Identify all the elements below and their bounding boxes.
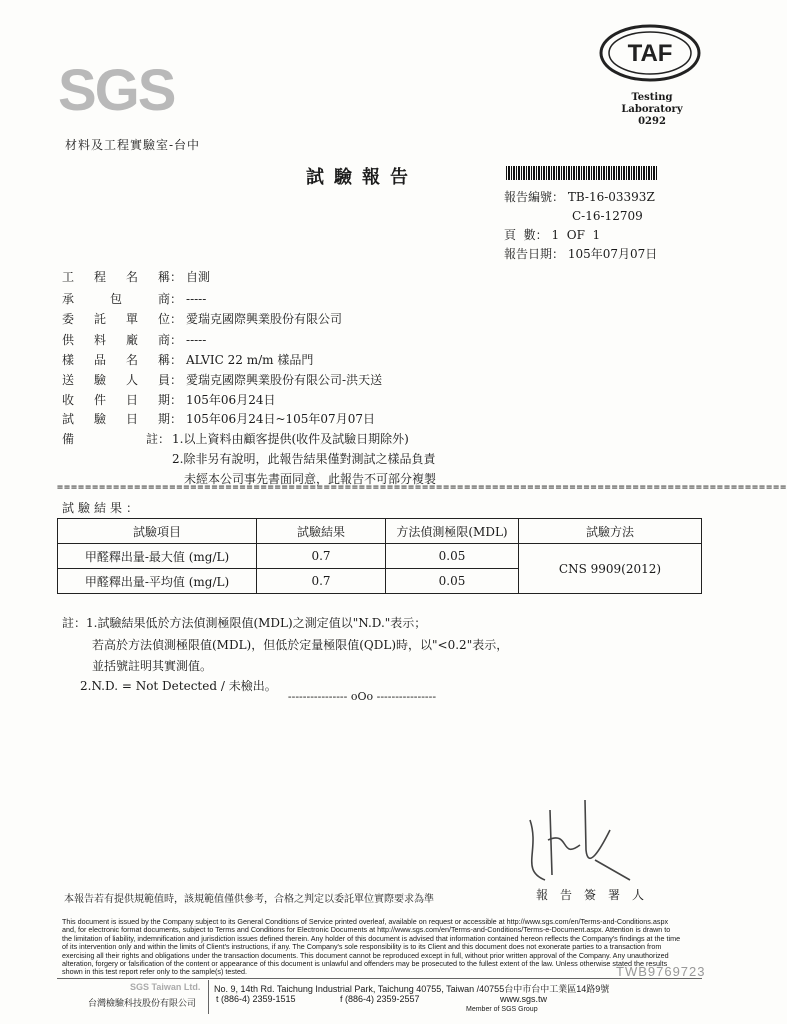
legal-line: the limitation of liability, indemnification and jurisdiction issues defined therein. Any holder of this document is advised that information contained hereon reflects the Company's findings at the time <box>62 933 681 943</box>
info-value: ----- <box>186 292 207 306</box>
accreditation-caption <box>600 92 704 128</box>
separator-double-dash: ======================================================================================================== <box>57 482 787 493</box>
info-label: 收件日期 <box>62 393 170 407</box>
company-name-zh: 台灣檢驗科技股份有限公司 <box>88 998 197 1008</box>
table-header: 方法偵測極限(MDL) <box>386 519 519 544</box>
table-header-row <box>58 519 702 544</box>
info-label: 承包商 <box>62 292 170 306</box>
info-label: 供料廠商 <box>62 333 170 347</box>
legal-line: and, for electronic format documents, subject to Terms and Conditions for Electronic Documents at http://www.sgs.com/en/Terms-and-Conditions/Terms-e-Document.aspx. Attention is drawn to <box>62 925 671 935</box>
report-number: TB-16-03393Z <box>567 190 655 204</box>
info-row-received: 收件日期： 105年06月24日 <box>62 393 276 407</box>
footer-divider <box>57 978 702 979</box>
info-label: 樣品名稱 <box>62 353 170 367</box>
table-row <box>58 544 702 569</box>
results-table <box>57 518 702 594</box>
info-value: 愛瑞克國際興業股份有限公司 <box>186 312 343 326</box>
remark-line-1: 1.以上資料由顧客提供(收件及試驗日期除外) <box>172 432 409 446</box>
footer-vertical-divider <box>208 980 209 1014</box>
member-of-sgs: Member of SGS Group <box>466 1006 538 1013</box>
signature-label: 報告簽署人 <box>536 888 657 902</box>
info-label: 送驗人員 <box>62 373 170 387</box>
barcode <box>506 166 658 180</box>
table-cell-item: 甲醛釋出量-平均值 (mg/L) <box>58 569 257 594</box>
bottom-disclaimer: 本報告若有提供規範值時，該規範值僅供參考，合格之判定以委託單位實際要求為準 <box>64 894 434 905</box>
info-value: 自測 <box>186 270 211 284</box>
report-date-row <box>504 245 657 264</box>
info-value: ALVIC 22 m/m 樣品門 <box>186 353 314 367</box>
report-number-row <box>504 188 655 207</box>
taf-logo-text: TAF <box>627 40 673 67</box>
document-title: 試驗報告 <box>306 167 418 188</box>
report-number-2: C-16-12709 <box>572 209 643 223</box>
company-tel: t (886-4) 2359-1515 <box>216 994 296 1004</box>
footnote-1-cont2: 並括號註明其實測值。 <box>92 659 213 673</box>
legal-disclaimer <box>62 918 702 977</box>
info-row-client: 委託單位： 愛瑞克國際興業股份有限公司 <box>62 312 343 326</box>
info-row-supplier: 供料廠商： ----- <box>62 333 207 347</box>
info-label: 工程名稱 <box>62 270 170 284</box>
lab-name: 材料及工程實驗室-台中 <box>65 138 201 152</box>
legal-line: This document is issued by the Company subject to its General Conditions of Service printed overleaf, available on request or accessible at http://www.sgs.com/en/Terms-and-Conditions.aspx <box>62 917 669 926</box>
info-row-test-date: 試驗日期： 105年06月24日~105年07月07日 <box>62 412 375 426</box>
sgs-logo: SGS <box>58 58 175 123</box>
footnote-1: 註：1.試驗結果低於方法偵測極限值(MDL)之測定值以"N.D."表示； <box>62 616 427 630</box>
info-row-submitter: 送驗人員： 愛瑞克國際興業股份有限公司-洪天送 <box>62 373 383 387</box>
company-website: www.sgs.tw <box>500 994 548 1004</box>
info-value: ----- <box>186 333 207 347</box>
table-cell-result: 0.7 <box>257 569 386 594</box>
info-value: 105年06月24日~105年07月07日 <box>186 412 375 426</box>
end-mark: ---------------- oOo ---------------- <box>287 690 437 703</box>
remark-line-2: 2.除非另有說明，此報告結果僅對測試之樣品負責 <box>172 452 436 466</box>
legal-line: of its intervention only and within the limits of Client's instructions, if any. The Company's sole responsibility is to its Client and this document does not exonerate parties to a transaction from <box>62 942 662 952</box>
company-name-en: SGS Taiwan Ltd. <box>130 982 201 992</box>
info-row-contractor: 承包商： ----- <box>62 292 207 306</box>
pages-label: 頁 數： <box>504 228 548 242</box>
signature-scribble <box>500 790 660 890</box>
info-row-sample: 樣品名稱： ALVIC 22 m/m 樣品門 <box>62 353 314 367</box>
table-header: 試驗方法 <box>519 519 702 544</box>
table-cell-item: 甲醛釋出量-最大值 (mg/L) <box>58 544 257 569</box>
taf-logo <box>598 22 702 84</box>
info-label: 委託單位 <box>62 312 170 326</box>
footnote-1-cont: 若高於方法偵測極限值(MDL)，但低於定量極限值(QDL)時，以"<0.2"表示， <box>92 638 509 652</box>
table-cell-mdl: 0.05 <box>386 569 519 594</box>
remarks-label-prefix: 備 <box>62 432 75 446</box>
report-number-label: 報告編號： <box>504 190 565 204</box>
legal-line: exercising all their rights and obligations under the transaction documents. This document cannot be reproduced except in full, without prior written approval of the Company. Any unauthorized <box>62 950 669 960</box>
legal-line: alteration, forgery or falsification of the content or appearance of this document is unlawful and offenders may be prosecuted to the fullest extent of the law. Unless otherwise stated the results <box>62 959 668 969</box>
serial-number: TWB9769723 <box>616 964 706 979</box>
accreditation-number: 0292 <box>638 116 666 127</box>
table-header: 試驗結果 <box>257 519 386 544</box>
accreditation-caption-text: Testing Laboratory <box>621 92 683 115</box>
table-cell-result: 0.7 <box>257 544 386 569</box>
pages-value: 1 OF 1 <box>551 228 601 242</box>
footnote-2: 2.N.D. = Not Detected / 未檢出。 <box>80 679 277 693</box>
info-label: 試驗日期 <box>62 412 170 426</box>
table-header: 試驗項目 <box>58 519 257 544</box>
report-date: 105年07月07日 <box>567 247 658 261</box>
company-address: No. 9, 14th Rd. Taichung Industrial Park, Taichung 40755, Taiwan /40755台中市台中工業區14路9號 <box>214 984 610 994</box>
results-label: 試驗結果： <box>62 501 143 515</box>
legal-line: shown in this test report refer only to the sample(s) tested. <box>62 967 247 977</box>
info-value: 愛瑞克國際興業股份有限公司-洪天送 <box>186 373 383 387</box>
info-row-project: 工程名稱： 自測 <box>62 270 211 284</box>
pages-row <box>504 226 600 245</box>
remarks-label: 註： <box>146 432 171 446</box>
report-date-label: 報告日期： <box>504 247 565 261</box>
table-cell-method: CNS 9909(2012) <box>519 544 702 594</box>
table-cell-mdl: 0.05 <box>386 544 519 569</box>
remark-line-3: 未經本公司事先書面同意，此報告不可部分複製 <box>184 472 437 486</box>
info-value: 105年06月24日 <box>186 393 276 407</box>
company-fax: f (886-4) 2359-2557 <box>340 994 420 1004</box>
